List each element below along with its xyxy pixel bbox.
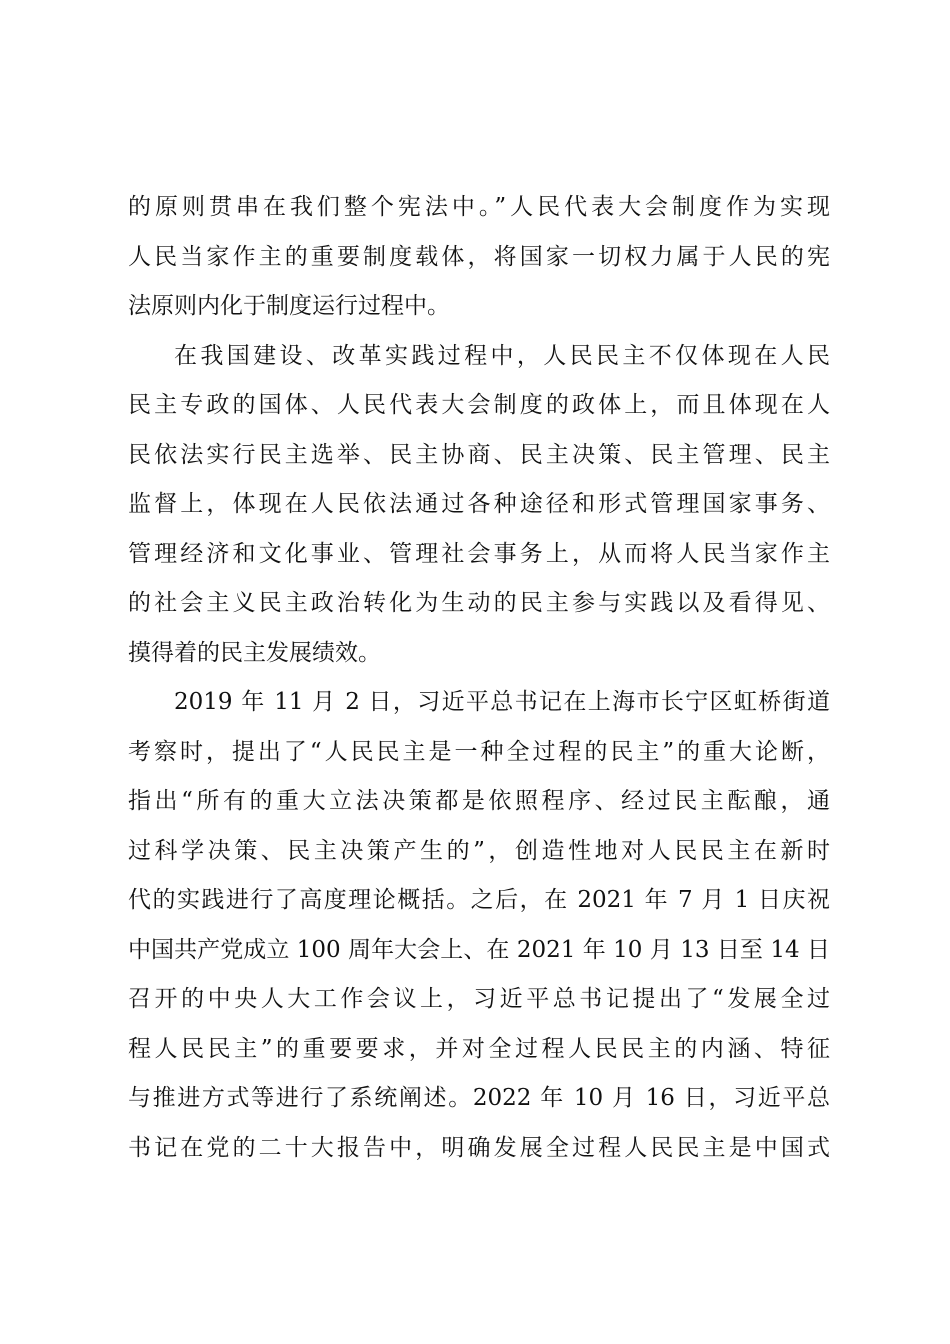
paragraph-3 <box>128 678 830 1173</box>
text-line: 人民当家作主的重要制度载体，将国家一切权力属于人民的宪 <box>128 243 830 270</box>
text-line: 的社会主义民主政治转化为生动的民主参与实践以及看得见、 <box>128 590 830 616</box>
text-line: 监督上，体现在人民依法通过各种途径和形式管理国家事务、 <box>128 491 830 517</box>
paragraph-1 <box>128 183 830 332</box>
paragraph-2 <box>128 332 830 679</box>
text-line: 指出“所有的重大立法决策都是依照程序、经过民主酝酿，通 <box>128 788 830 814</box>
text-line: 书记在党的二十大报告中，明确发展全过程人民民主是中国式 <box>128 1134 830 1161</box>
text-line: 民主专政的国体、人民代表大会制度的政体上，而且体现在人 <box>128 392 830 418</box>
text-line: 考察时，提出了“人民民主是一种全过程的民主”的重大论断， <box>128 738 830 765</box>
text-line: 2019 年 11 月 2 日，习近平总书记在上海市长宁区虹桥街道 <box>174 689 830 715</box>
text-line: 法原则内化于制度运行过程中。 <box>128 293 450 319</box>
text-line: 在我国建设、改革实践过程中，人民民主不仅体现在人民 <box>174 342 830 369</box>
text-line: 民依法实行民主选举、民主协商、民主决策、民主管理、民主 <box>128 441 830 468</box>
text-line: 摸得着的民主发展绩效。 <box>128 639 381 666</box>
text-line: 程人民民主”的重要要求，并对全过程人民民主的内涵、特征 <box>128 1035 830 1062</box>
body-text <box>128 183 830 1173</box>
text-line: 召开的中央人大工作会议上，习近平总书记提出了“发展全过 <box>128 986 830 1012</box>
text-line: 过科学决策、民主决策产生的”，创造性地对人民民主在新时 <box>128 837 830 864</box>
text-line: 管理经济和文化事业、管理社会事务上，从而将人民当家作主 <box>128 540 830 567</box>
text-line: 中国共产党成立 100 周年大会上、在 2021 年 10 月 13 日至 14 日 <box>128 936 830 963</box>
text-line: 代的实践进行了高度理论概括。之后，在 2021 年 7 月 1 日庆祝 <box>128 887 830 913</box>
text-line: 的原则贯串在我们整个宪法中。”人民代表大会制度作为实现 <box>128 194 830 220</box>
text-line: 与推进方式等进行了系统阐述。2022 年 10 月 16 日，习近平总 <box>128 1085 830 1111</box>
